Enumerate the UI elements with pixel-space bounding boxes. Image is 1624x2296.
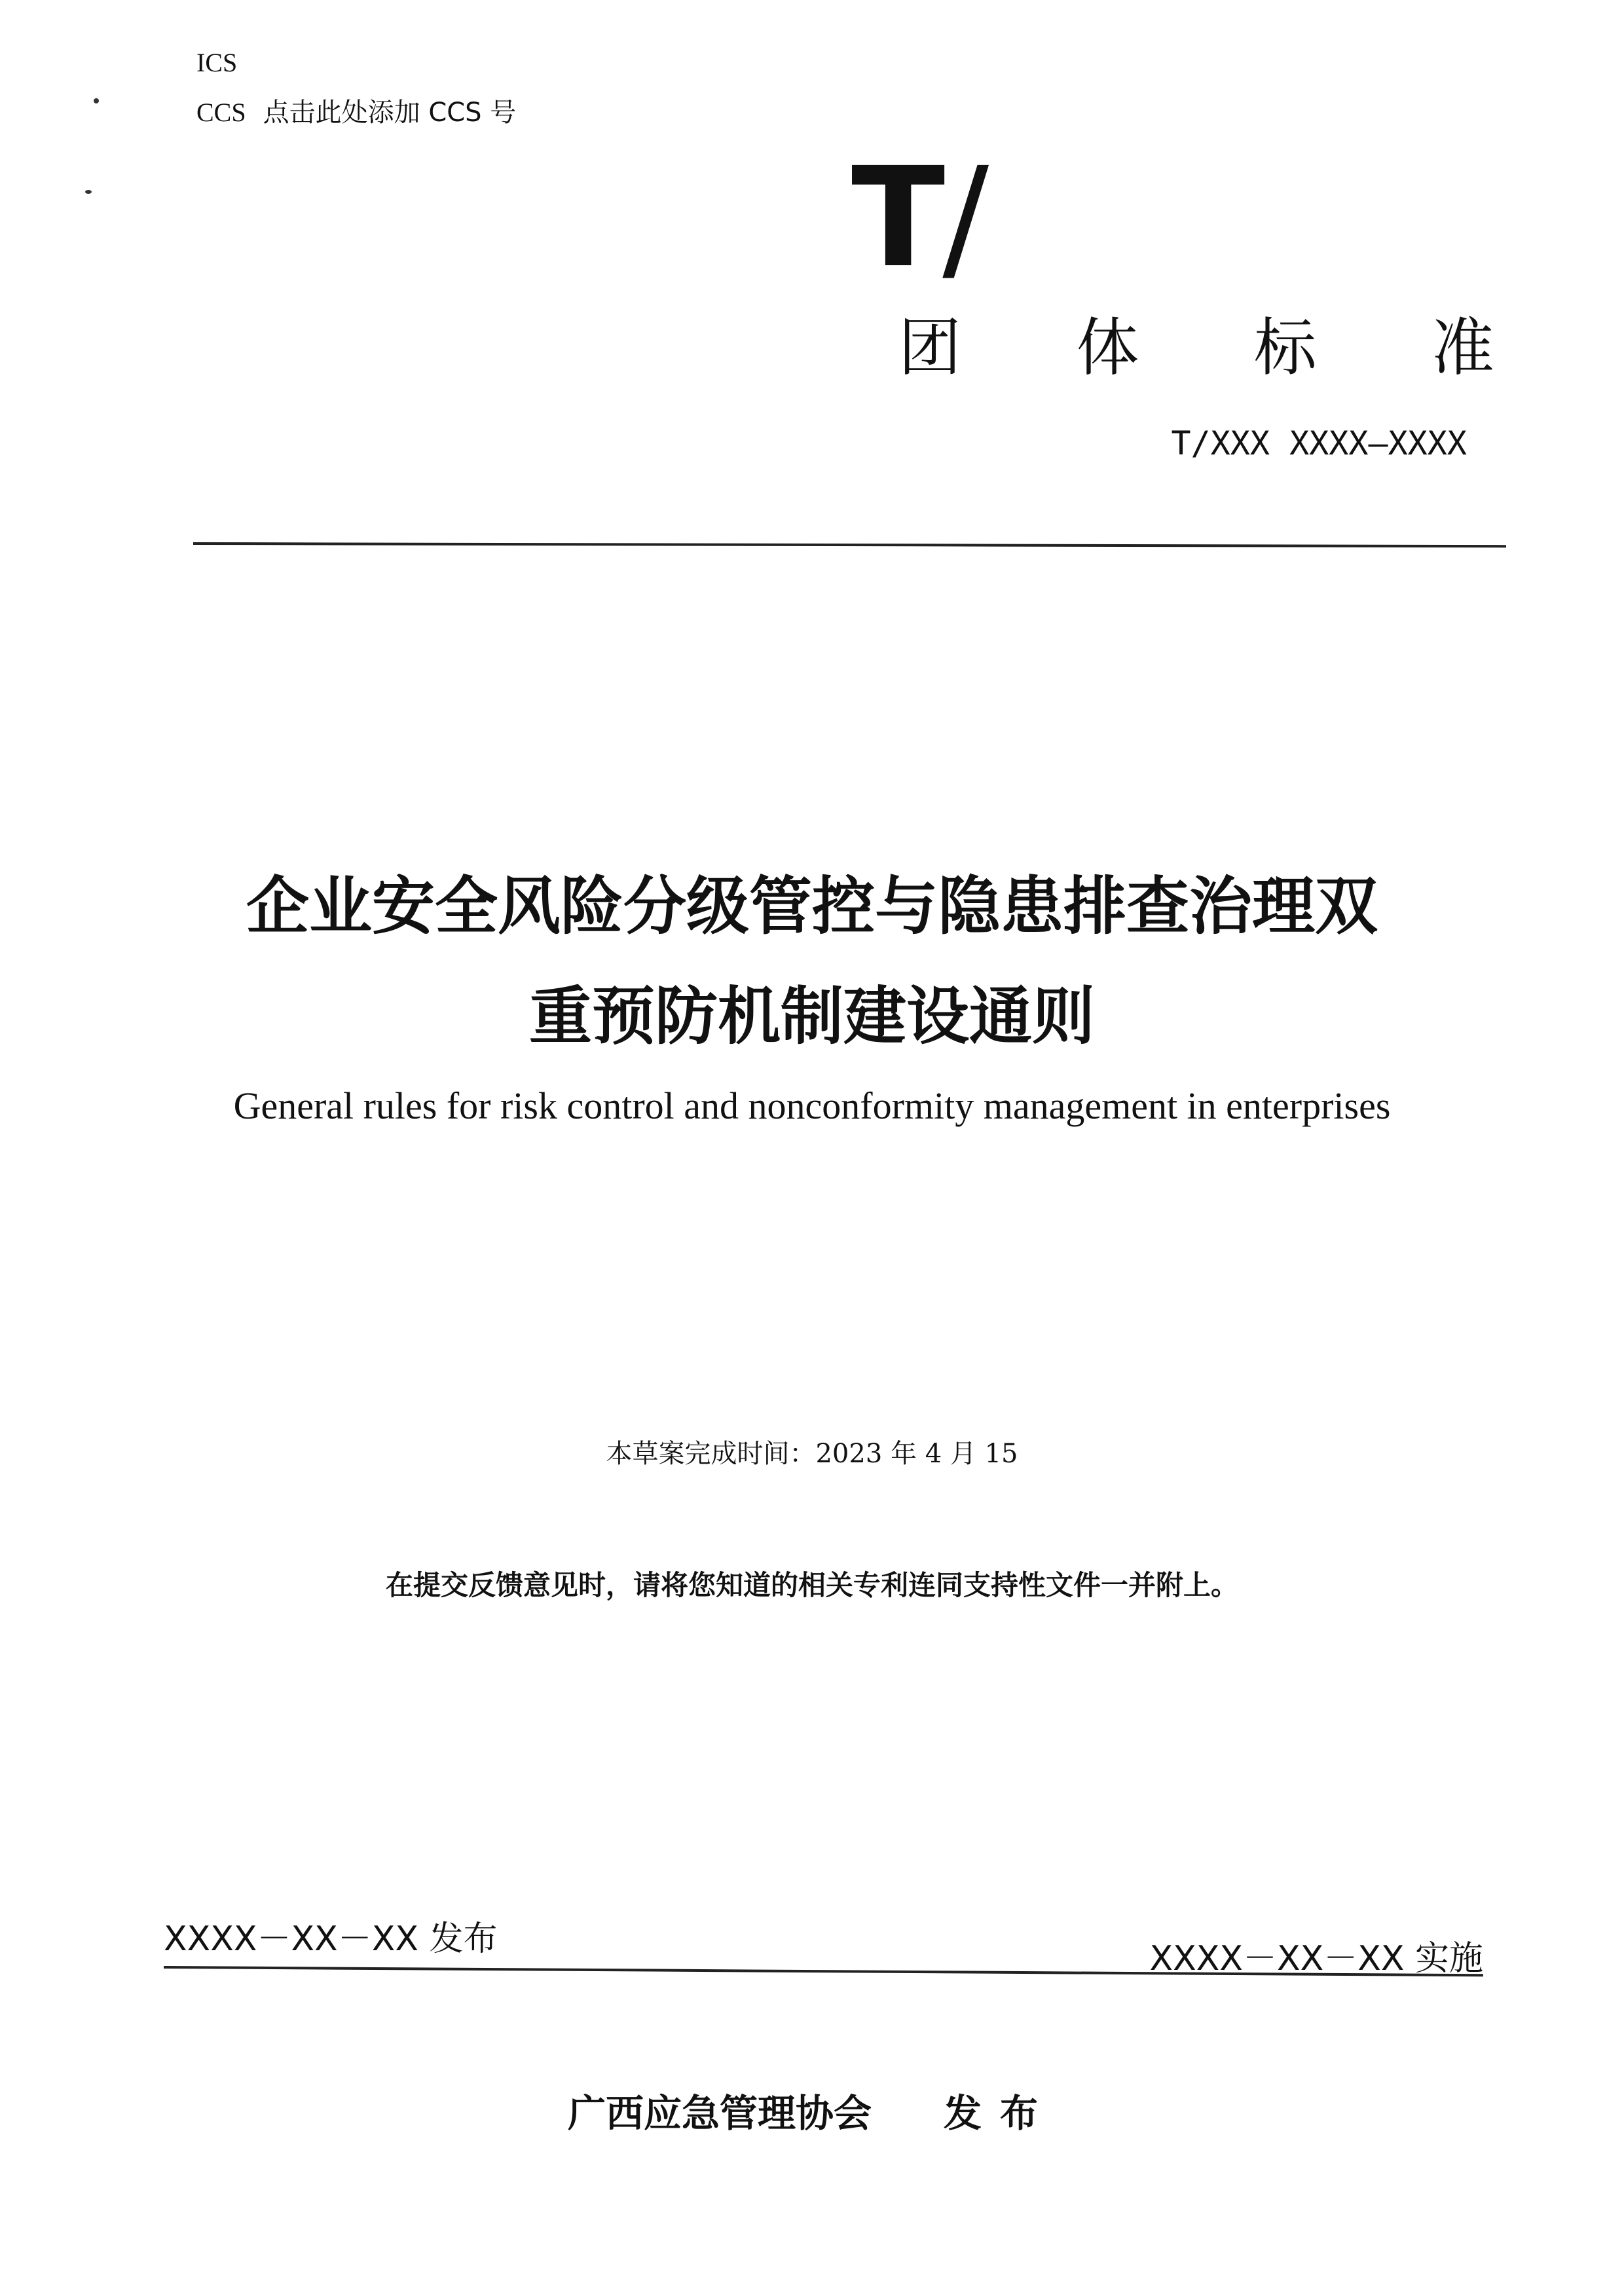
ccs-line <box>196 92 516 129</box>
title-chinese-line1: 企业安全风险分级管控与隐患排查治理双 <box>246 870 1378 943</box>
standard-type <box>898 298 1494 388</box>
standard-number: T/XXX XXXX—XXXX <box>1171 424 1467 462</box>
publisher-organization: 广西应急管理协会 <box>567 2091 872 2136</box>
logo-letter: T <box>851 138 943 298</box>
draft-completion-time: 本草案完成时间：2023 年 4 月 15 <box>606 1439 1018 1469</box>
title-chinese-line2: 重预防机制建设通则 <box>529 980 1095 1053</box>
title-chinese <box>131 851 1493 1071</box>
scan-speck <box>85 190 92 194</box>
ccs-placeholder[interactable]: 点击此处添加 CCS 号 <box>263 98 517 128</box>
standard-type-char: 体 <box>1076 311 1139 384</box>
header-divider <box>193 542 1506 547</box>
standard-logo <box>851 138 987 298</box>
standard-type-char: 团 <box>898 311 961 384</box>
implement-date: XXXX－XX－XX 实施 <box>1149 1939 1483 1978</box>
scan-speck <box>94 98 99 103</box>
logo-slash: / <box>942 138 987 298</box>
feedback-notice: 在提交反馈意见时，请将您知道的相关专利连同支持性文件一并附上。 <box>385 1569 1238 1601</box>
title-english: General rules for risk control and nonconformity management in enterprises <box>233 1084 1391 1127</box>
publisher-action: 发布 <box>944 2091 1057 2136</box>
standard-type-char: 准 <box>1431 311 1494 384</box>
ics-label: ICS <box>196 48 238 77</box>
publish-date: XXXX－XX－XX 发布 <box>164 1919 498 1959</box>
publisher-line <box>0 2083 1624 2138</box>
standard-type-char: 标 <box>1253 311 1317 384</box>
ccs-label: CCS <box>196 98 246 127</box>
